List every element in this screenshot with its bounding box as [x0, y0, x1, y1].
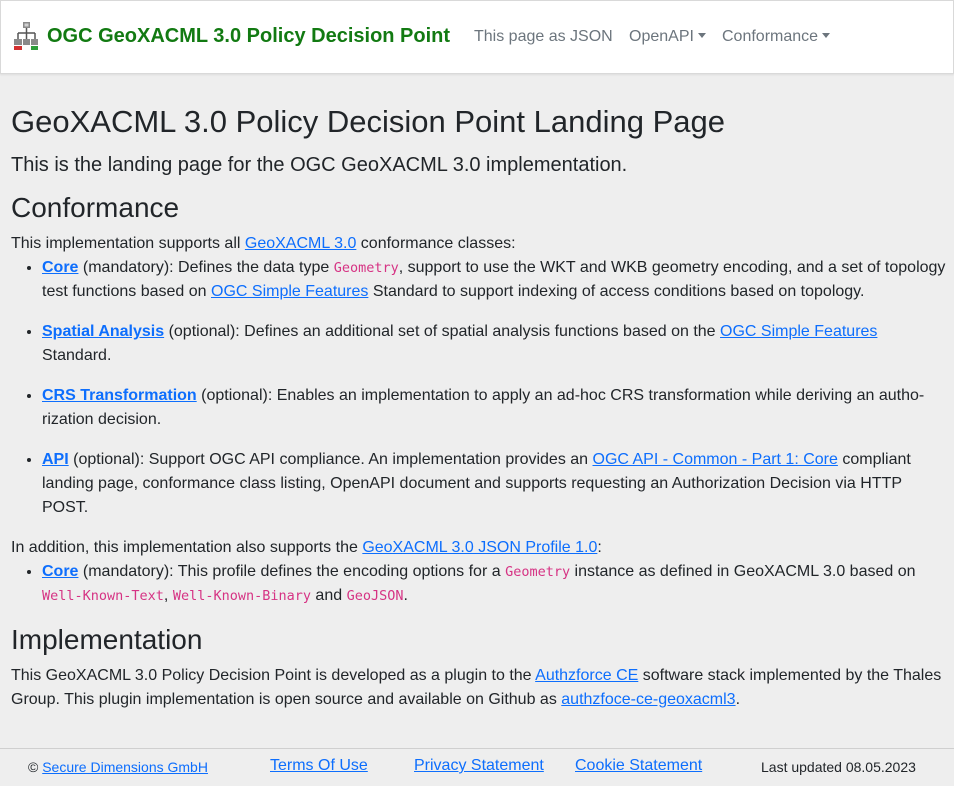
footer	[0, 748, 954, 786]
text: In addition, this implementation also supports the	[11, 539, 363, 556]
text: (mandatory): This profile defines the encoding options for a	[78, 563, 506, 580]
caret-down-icon	[822, 33, 830, 38]
text: software stack implemented by the Thales Group. This plugin implementation is open source and available on Github as	[11, 667, 942, 708]
nav-this-page-json[interactable]: This page as JSON	[474, 28, 613, 45]
navbar	[0, 0, 954, 74]
conformance-heading: Conformance	[11, 192, 180, 223]
json-core-link[interactable]: Core	[42, 563, 79, 580]
core-link[interactable]: Core	[42, 259, 79, 276]
code-wkt: Well-Known-Text	[42, 588, 164, 604]
text: conformance classes:	[356, 235, 516, 252]
json-profile-intro	[11, 536, 946, 560]
ogc-simple-features-link[interactable]: OGC Simple Features	[720, 323, 878, 340]
text: (optional): Support OGC API compliance. An implementation provides an	[68, 451, 593, 468]
text: .	[735, 691, 741, 708]
text: compliant landing page, conformance class listing, OpenAPI document and supports requesting an Authorization Decision via HTTP POST.	[42, 451, 911, 516]
github-repo-link[interactable]: authzfoce-ce-geoxacml3	[561, 691, 736, 708]
text: This implementation supports all	[11, 235, 245, 252]
list-item-crs-transformation	[42, 384, 946, 432]
text: (mandatory): Defines the data type	[78, 259, 334, 276]
text: , support to use the WKT and WKB geometry encoding, and a set of topology test functions based on	[42, 259, 946, 300]
caret-down-icon	[698, 33, 706, 38]
code-wkb: Well-Known-Binary	[172, 588, 311, 604]
list-item-api	[42, 448, 946, 520]
ogc-api-common-link[interactable]: OGC API - Common - Part 1: Core	[592, 451, 838, 468]
text: ,	[163, 587, 173, 604]
code-geometry: Geometry	[333, 260, 399, 276]
list-item-core	[42, 256, 946, 304]
geoxacml-link[interactable]: GeoXACML 3.0	[244, 235, 357, 252]
json-profile-list	[11, 560, 946, 608]
network-hierarchy-icon	[13, 21, 39, 51]
last-updated: Last updated 08.05.2023	[761, 759, 916, 775]
text: (optional): Defines an additional set of spatial analysis functions based on the	[164, 323, 721, 340]
nav-openapi-dropdown[interactable]	[629, 28, 706, 46]
code-geojson: GeoJSON	[346, 588, 404, 604]
implementation-text	[11, 664, 946, 712]
crs-transformation-link[interactable]: CRS Transformation	[42, 387, 197, 404]
text: Standard to support indexing of access conditions based on topology.	[368, 283, 865, 300]
text: and	[310, 587, 347, 604]
authzforce-link[interactable]: Authzforce CE	[535, 667, 639, 684]
cookie-statement-link[interactable]: Cookie Statement	[575, 757, 703, 774]
text: Standard.	[42, 347, 112, 364]
list-item-json-core	[42, 560, 946, 608]
nav-conformance-label: Conformance	[722, 28, 819, 45]
spatial-analysis-link[interactable]: Spatial Analysis	[42, 323, 165, 340]
privacy-statement-link[interactable]: Privacy Statement	[414, 757, 544, 774]
conformance-class-list	[11, 256, 946, 520]
text: :	[597, 539, 602, 556]
nav-openapi-label: OpenAPI	[629, 28, 694, 45]
brand-title: OGC GeoXACML 3.0 Policy Decision Point	[47, 24, 451, 47]
ogc-simple-features-link[interactable]: OGC Simple Features	[211, 283, 369, 300]
brand-link[interactable]	[13, 21, 450, 51]
text: .	[403, 587, 408, 604]
footer-copyright	[28, 759, 208, 775]
main-content	[11, 100, 946, 712]
nav-conformance-dropdown[interactable]	[722, 28, 830, 46]
company-link[interactable]: Secure Dimensions GmbH	[42, 759, 208, 775]
api-link[interactable]: API	[42, 451, 69, 468]
text: instance as defined in GeoXACML 3.0 based on	[570, 563, 916, 580]
text: (optional): Enables an implementation to apply an ad-hoc CRS transformation while deriving an authorization decision.	[42, 387, 925, 428]
terms-of-use-link[interactable]: Terms Of Use	[270, 757, 368, 774]
page-lead: This is the landing page for the OGC GeoXACML 3.0 implementation.	[11, 154, 628, 176]
copyright-symbol: ©	[28, 759, 39, 775]
json-profile-link[interactable]: GeoXACML 3.0 JSON Profile 1.0	[362, 539, 598, 556]
conformance-intro	[11, 232, 946, 256]
text: This GeoXACML 3.0 Policy Decision Point is developed as a plugin to the	[11, 667, 536, 684]
list-item-spatial-analysis	[42, 320, 946, 368]
code-geometry: Geometry	[505, 564, 571, 580]
page-title: GeoXACML 3.0 Policy Decision Point Landing Page	[11, 104, 725, 139]
implementation-heading: Implementation	[11, 624, 203, 655]
